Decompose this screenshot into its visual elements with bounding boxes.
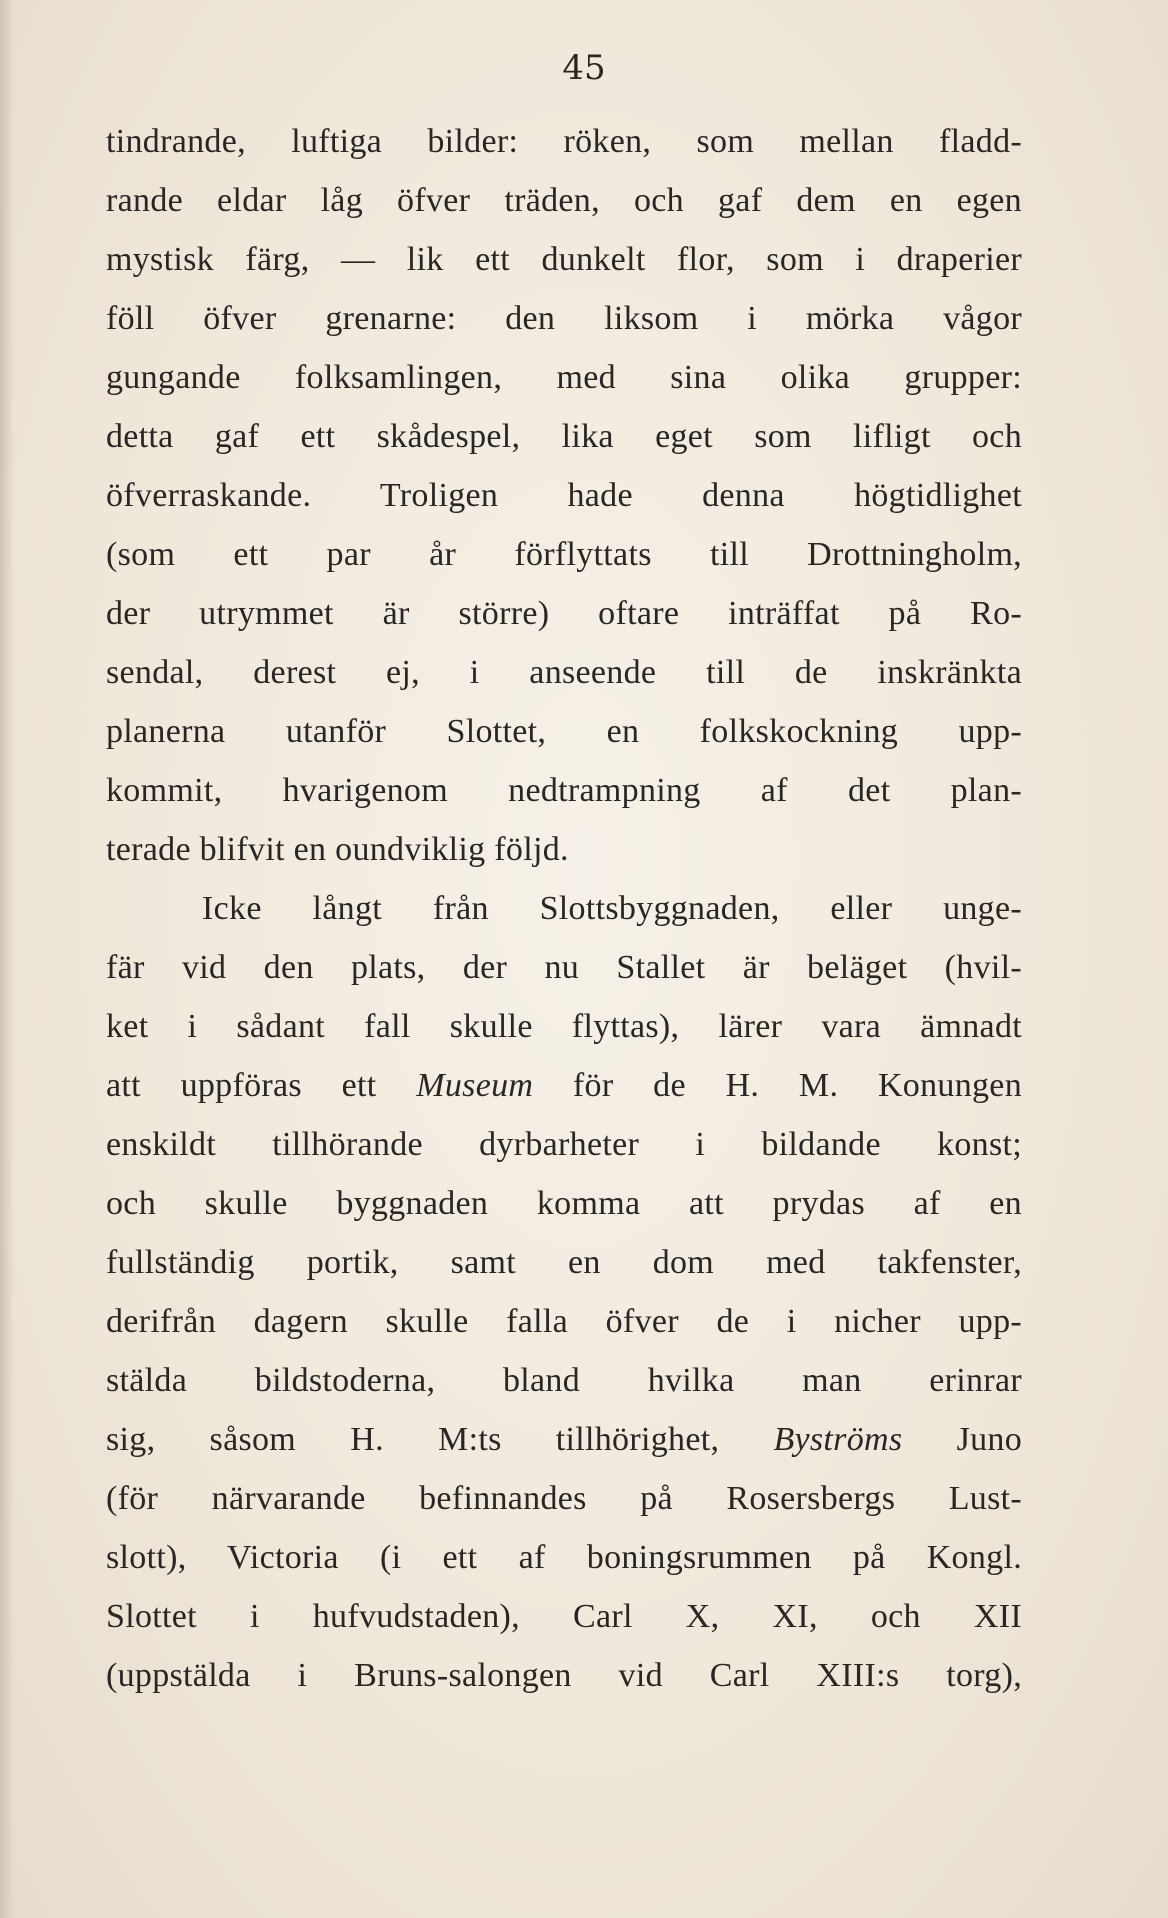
text-line: fullständig portik, samt en dom med takfenster, — [106, 1244, 1022, 1281]
text-line-with-italic — [106, 1410, 1022, 1469]
text-line: planerna utanför Slottet, en folkskockning upp- — [106, 713, 1022, 750]
text-line-with-italic — [106, 1056, 1022, 1115]
text-line: mystisk färg, — lik ett dunkelt flor, som i draperier — [106, 241, 1022, 278]
text-line: föll öfver grenarne: den liksom i mörka vågor — [106, 300, 1022, 337]
text-line: och skulle byggnaden komma att prydas af en — [106, 1185, 1022, 1222]
text-line: derifrån dagern skulle falla öfver de i nicher upp- — [106, 1303, 1022, 1340]
text-line: tindrande, luftiga bilder: röken, som mellan fladd- — [106, 123, 1022, 160]
text-span: för de H. M. Konungen — [533, 1067, 1022, 1104]
text-line: fär vid den plats, der nu Stallet är beläget (hvil- — [106, 949, 1022, 986]
text-line: stälda bildstoderna, bland hvilka man erinrar — [106, 1362, 1022, 1399]
text-line: ket i sådant fall skulle flyttas), lärer vara ämnadt — [106, 1008, 1022, 1045]
text-line: öfverraskande. Troligen hade denna högtidlighet — [106, 477, 1022, 514]
text-line: kommit, hvarigenom nedtrampning af det plan- — [106, 772, 1022, 809]
text-line: (uppstälda i Bruns-salongen vid Carl XIII:s torg), — [106, 1657, 1022, 1694]
page-edge-shadow — [0, 0, 14, 1918]
text-line: slott), Victoria (i ett af boningsrummen på Kongl. — [106, 1539, 1022, 1576]
text-line: enskildt tillhörande dyrbarheter i bildande konst; — [106, 1126, 1022, 1163]
text-line: gungande folksamlingen, med sina olika grupper: — [106, 359, 1022, 396]
text-line: Icke långt från Slottsbyggnaden, eller unge- — [202, 890, 1022, 927]
italic-word: Museum — [416, 1067, 534, 1104]
text-span: att uppföras ett — [106, 1067, 417, 1104]
text-line: rande eldar låg öfver träden, och gaf dem en egen — [106, 182, 1022, 219]
text-line: terade blifvit en oundviklig följd. — [106, 831, 569, 868]
text-line: sendal, derest ej, i anseende till de inskränkta — [106, 654, 1022, 691]
italic-word: Byströms — [773, 1421, 903, 1458]
page-number: 45 — [562, 48, 606, 88]
text-line: Slottet i hufvudstaden), Carl X, XI, och XII — [106, 1598, 1022, 1635]
text-line: detta gaf ett skådespel, lika eget som lifligt och — [106, 418, 1022, 455]
body-text — [106, 112, 1022, 1705]
text-line: der utrymmet är större) oftare inträffat på Ro- — [106, 595, 1022, 632]
text-line: (för närvarande befinnandes på Rosersbergs Lust- — [106, 1480, 1022, 1517]
text-line: (som ett par år förflyttats till Drottningholm, — [106, 536, 1022, 573]
text-span: sig, såsom H. M:ts tillhörighet, — [106, 1421, 774, 1458]
text-span: Juno — [902, 1421, 1023, 1458]
